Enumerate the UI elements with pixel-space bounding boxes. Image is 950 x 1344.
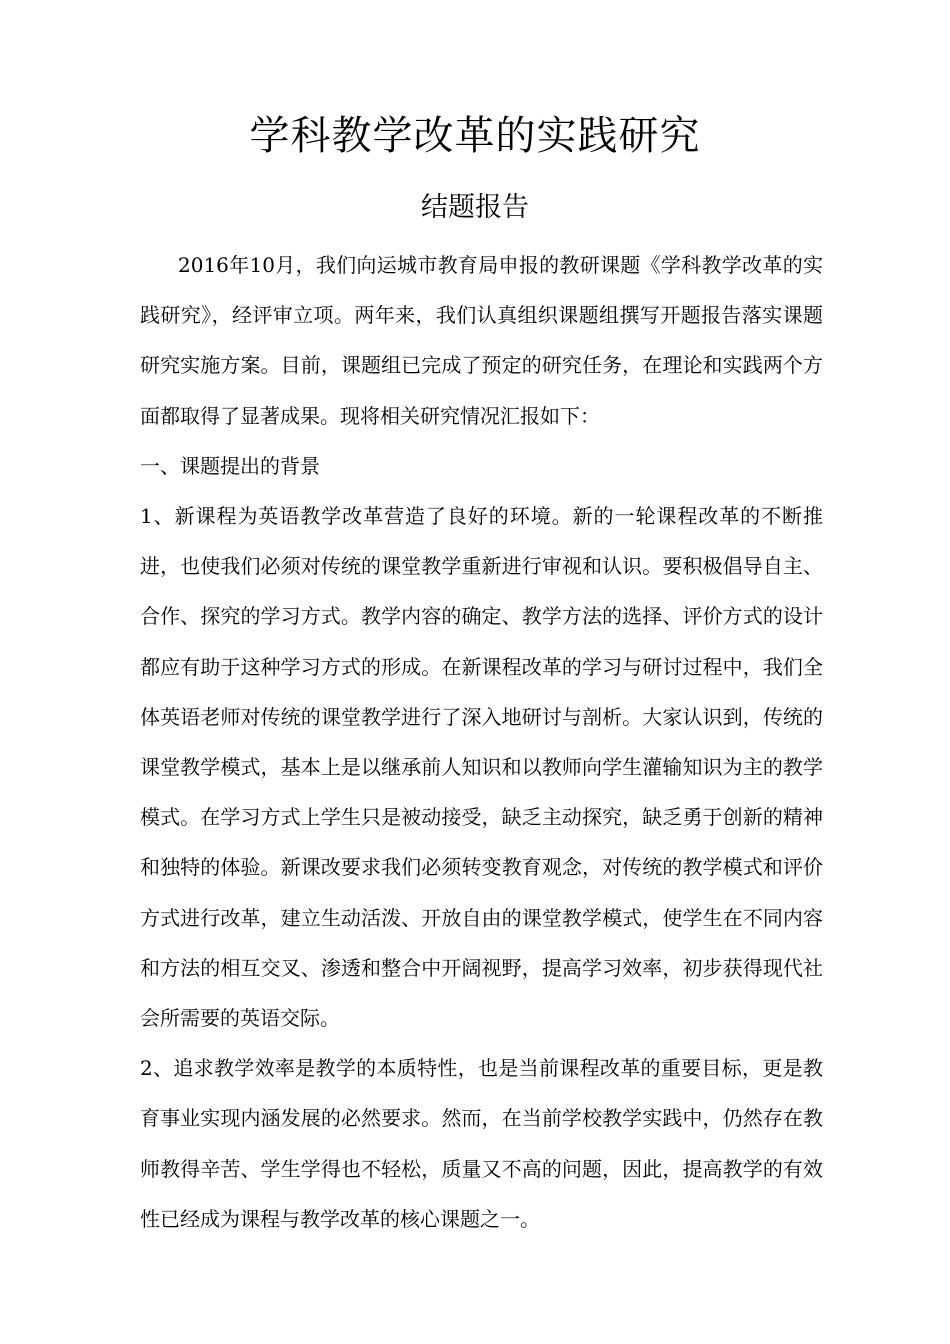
document-subtitle: 结题报告	[421, 192, 529, 223]
background-paragraph-1: 1、新课程为英语教学改革营造了良好的环境。新的一轮课程改革的不断推进，也使我们必须对传统的课堂教学重新进行审视和认识。要积极倡导自主、合作、探究的学习方式。教学内容的确定、教学方法的选择、评价方式的设计都应有助于这种学习方式的形成。在新课程改革的学习与研讨过程中，我们全体英语老师对传统的课堂教学进行了深入地研讨与剖析。大家认识到，传统的课堂教学模式，基本上是以继承前人知识和以教师向学生灌输知识为主的教学模式。在学习方式上学生只是被动接受，缺乏主动探究，缺乏勇于创新的精神和独特的体验。新课改要求我们必须转变教育观念，对传统的教学模式和评价方式进行改革，建立生动活泼、开放自由的课堂教学模式，使学生在不同内容和方法的相互交叉、渗透和整合中开阔视野，提高学习效率，初步获得现代社会所需要的英语交际。	[140, 504, 823, 1031]
background-paragraph-2: 2、追求教学效率是教学的本质特性，也是当前课程改革的重要目标，更是教育事业实现内涵发展的必然要求。然而，在当前学校教学实践中，仍然存在教师教得辛苦、学生学得也不轻松，质量又不高的问题，因此，提高教学的有效性已经成为课程与教学改革的核心课题之一。	[140, 1056, 823, 1231]
document-body	[140, 240, 823, 1244]
section-heading-background: 一、课题提出的背景	[140, 453, 320, 478]
intro-paragraph: 2016年10月，我们向运城市教育局申报的教研课题《学科教学改革的实践研究》，经评审立项。两年来，我们认真组织课题组撰写开题报告落实课题研究实施方案。目前，课题组已完成了预定的研究任务，在理论和实践两个方面都取得了显著成果。现将相关研究情况汇报如下：	[140, 253, 823, 428]
document-title: 学科教学改革的实践研究	[249, 113, 701, 159]
